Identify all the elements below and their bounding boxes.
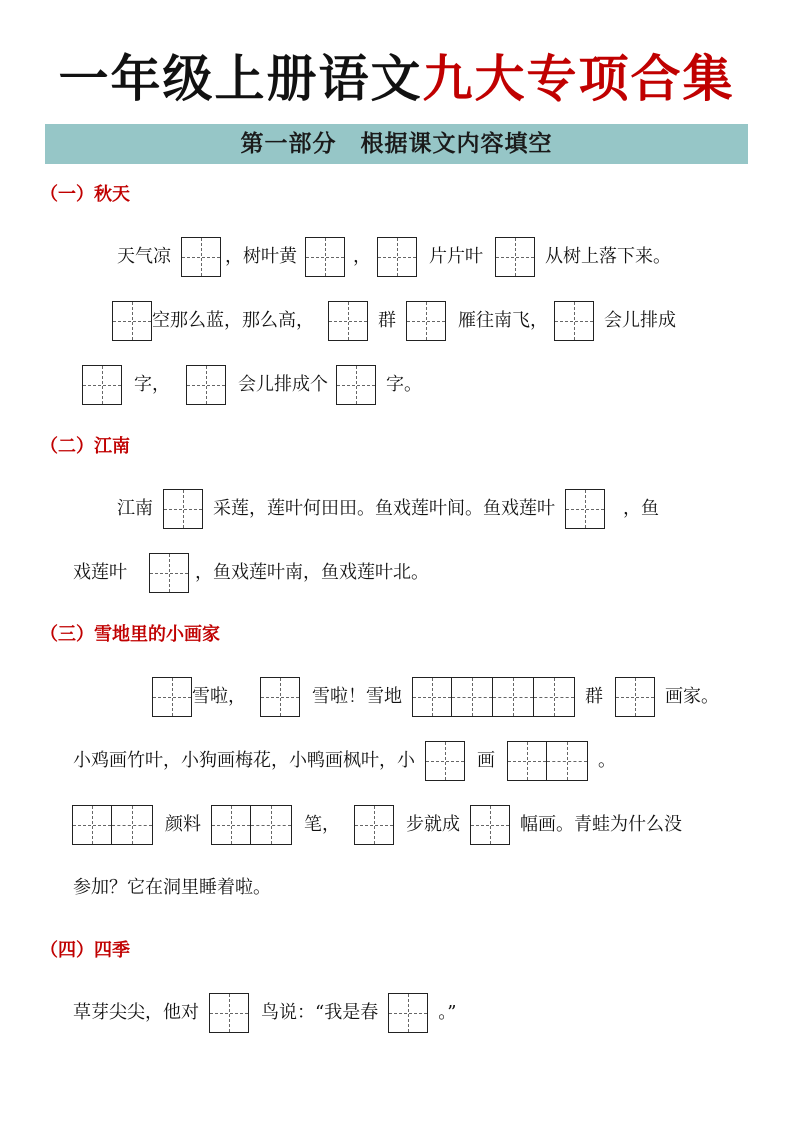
answer-box[interactable] (554, 301, 594, 341)
text-segment: 会儿排成 (604, 310, 676, 331)
text-segment: 字， (134, 374, 170, 395)
answer-box[interactable] (328, 301, 368, 341)
text-line (73, 866, 271, 910)
text-segment: 鸟说：“我是春 (261, 1002, 379, 1023)
text-line (73, 551, 429, 595)
section-heading-jiangnan: （二）江南 (40, 436, 130, 457)
section-heading-seasons: （四）四季 (40, 940, 130, 961)
answer-box[interactable] (495, 237, 535, 277)
answer-box[interactable] (149, 553, 189, 593)
text-segment: 。” (438, 1002, 457, 1023)
text-line (73, 739, 616, 783)
text-segment: 画 (477, 750, 495, 771)
text-line (82, 363, 422, 407)
answer-box[interactable] (425, 741, 465, 781)
text-segment: 采莲，莲叶何田田。鱼戏莲叶间。鱼戏莲叶 (213, 498, 555, 519)
section-banner: 第一部分 根据课文内容填空 (45, 124, 748, 164)
text-segment: 从树上落下来。 (545, 246, 671, 267)
text-segment: 字。 (386, 374, 422, 395)
answer-box[interactable] (181, 237, 221, 277)
answer-box[interactable] (163, 489, 203, 529)
text-line (117, 235, 671, 279)
answer-box-group[interactable] (72, 805, 153, 845)
text-segment: 片片叶 (429, 246, 483, 267)
text-segment: 画家。 (665, 686, 719, 707)
answer-box[interactable] (388, 993, 428, 1033)
answer-box[interactable] (565, 489, 605, 529)
answer-box-group[interactable] (211, 805, 292, 845)
answer-box[interactable] (406, 301, 446, 341)
answer-box[interactable] (186, 365, 226, 405)
text-line (72, 803, 682, 847)
text-segment: ， (353, 246, 371, 267)
text-segment: 参加？它在洞里睡着啦。 (73, 877, 271, 898)
answer-box[interactable] (82, 365, 122, 405)
text-segment: ，鱼戏莲叶南，鱼戏莲叶北。 (195, 562, 429, 583)
title-part-1: 一年级上册语文 (58, 50, 423, 108)
text-line (73, 991, 456, 1035)
title-part-2: 九大专项合集 (422, 50, 735, 108)
answer-box[interactable] (112, 301, 152, 341)
text-segment: 。 (598, 750, 616, 771)
text-segment: 群 (585, 686, 603, 707)
answer-box-group[interactable] (412, 677, 575, 717)
page-title (0, 44, 793, 114)
answer-box[interactable] (305, 237, 345, 277)
text-segment: 会儿排成个 (238, 374, 328, 395)
text-segment: 雪啦！雪地 (312, 686, 402, 707)
text-segment: ，鱼 (623, 498, 659, 519)
section-heading-autumn: （一）秋天 (40, 184, 130, 205)
text-segment: 步就成 (406, 814, 460, 835)
answer-box[interactable] (615, 677, 655, 717)
text-line (117, 487, 659, 531)
answer-box[interactable] (336, 365, 376, 405)
answer-box[interactable] (377, 237, 417, 277)
text-segment: 笔， (304, 814, 340, 835)
text-segment: 戏莲叶 (73, 562, 127, 583)
text-segment: 空那么蓝，那么高， (152, 310, 314, 331)
answer-box[interactable] (470, 805, 510, 845)
answer-box-group[interactable] (507, 741, 588, 781)
text-line (152, 675, 719, 719)
text-segment: 小鸡画竹叶，小狗画梅花，小鸭画枫叶，小 (73, 750, 415, 771)
text-segment: 天气凉 (117, 246, 171, 267)
answer-box[interactable] (152, 677, 192, 717)
text-segment: 群 (378, 310, 396, 331)
text-line (112, 299, 676, 343)
text-segment: 草芽尖尖，他对 (73, 1002, 199, 1023)
text-segment: ，树叶黄 (225, 246, 297, 267)
text-segment: 幅画。青蛙为什么没 (520, 814, 682, 835)
answer-box[interactable] (209, 993, 249, 1033)
answer-box[interactable] (260, 677, 300, 717)
text-segment: 雪啦， (192, 686, 246, 707)
text-segment: 颜料 (165, 814, 201, 835)
answer-box[interactable] (354, 805, 394, 845)
text-segment: 江南 (117, 498, 153, 519)
section-heading-little-painters: （三）雪地里的小画家 (40, 624, 220, 645)
text-segment: 雁往南飞， (458, 310, 548, 331)
